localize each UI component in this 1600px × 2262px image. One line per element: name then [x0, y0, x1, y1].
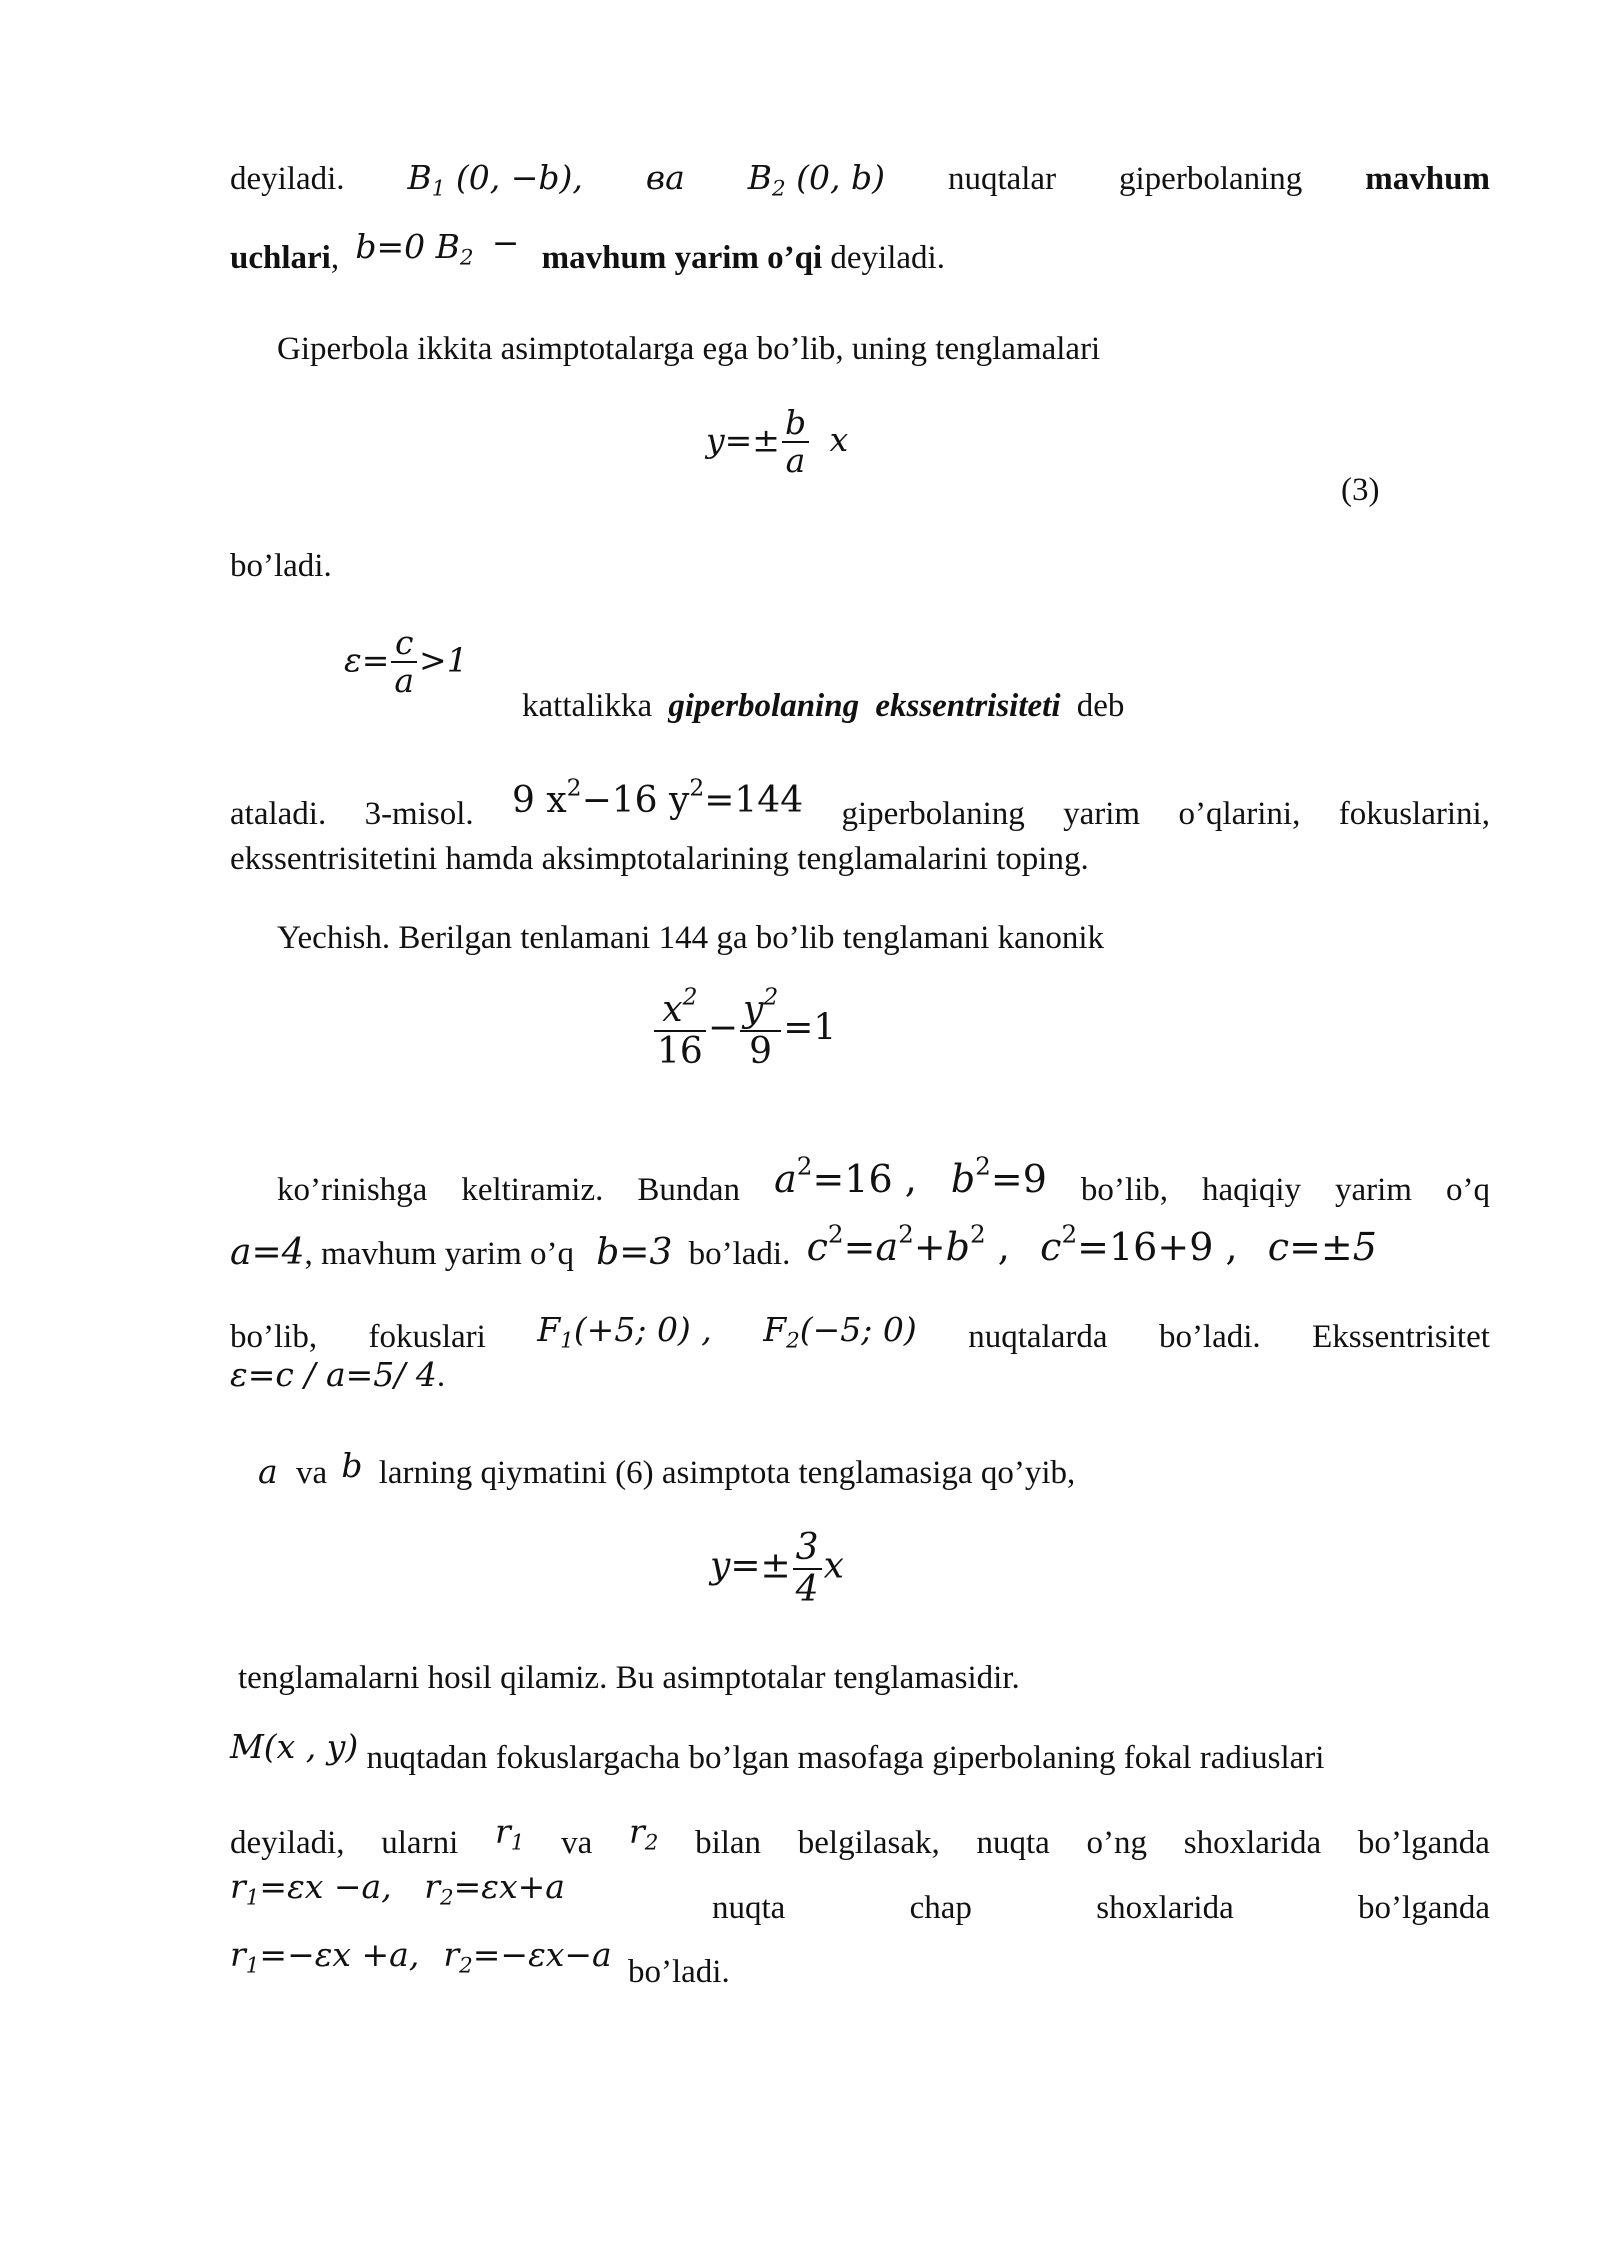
word: Bundan	[637, 1172, 741, 1208]
paragraph-line-9	[277, 1151, 1490, 1209]
fraction: $\frac{b}{a}$	[782, 405, 809, 480]
math-focus-f1: $F_1(+5$; 0) ,	[537, 1310, 712, 1354]
word: bo’lganda	[1358, 1890, 1490, 1926]
paragraph-line-5	[522, 690, 1124, 723]
paragraph-line-3: Giperbola ikkita asimptotalarga ega bo’lib, uning tenglamalari	[277, 331, 1101, 367]
math-r2: $r_2$	[628, 1812, 659, 1856]
word: bo’lib,	[230, 1319, 318, 1355]
word: deyiladi,	[230, 1825, 345, 1861]
word: bo’lib,	[1080, 1172, 1168, 1208]
fraction: $\frac{x^2}{16}$	[654, 990, 706, 1071]
paragraph-line-1	[230, 158, 1490, 202]
math-c-squared-formula: $c^2=a^2+b^2$ ,	[806, 1219, 1010, 1269]
math-point-b2: $B_2$ (0, b)	[747, 158, 885, 202]
text: bo’ladi.	[688, 1236, 791, 1272]
word: va	[295, 1455, 328, 1491]
comma: ,	[330, 240, 340, 276]
equation-asymptote-general: y=± $\frac{b}{a}$ x	[706, 403, 849, 481]
paragraph-line-10	[230, 1219, 1377, 1273]
word: giperbolaning	[1119, 161, 1303, 197]
paragraph-line-11	[230, 1310, 1490, 1356]
text: larning qiymatini (6) asimptota tenglamasiga qo’yib,	[378, 1455, 1076, 1491]
math-c-squared-value: $c^2=16+9$ ,	[1040, 1219, 1238, 1269]
word: o’qlarini,	[1178, 796, 1301, 832]
bold-word: uchlari	[230, 240, 331, 276]
word: deb	[1076, 688, 1125, 724]
math-b0b2: b=0 $B_2$	[355, 227, 474, 271]
bold-italic-term: giperbolaning	[668, 688, 860, 724]
paragraph-line-17	[712, 1890, 1490, 1927]
math-b-squared: $b^2=9$	[950, 1151, 1047, 1201]
word: shoxlarida	[1183, 1825, 1322, 1861]
equation-eccentricity: ε= $\frac{c}{a}$ >1	[344, 623, 468, 701]
paragraph-line-2	[230, 223, 945, 276]
math-b: b	[341, 1446, 363, 1485]
equation-canonical: $\frac{x^2}{16}$ − $\frac{y^2}{9}$ =1	[652, 990, 836, 1071]
word: yarim	[1335, 1172, 1412, 1208]
math-left-branch-radii: $r_1=-\varepsilon x +a$, $r_2=-\varepsilon x-a$	[230, 1935, 612, 1979]
text: nuqtadan fokuslargacha bo’lgan masofaga giperbolaning fokal radiuslari	[366, 1740, 1325, 1776]
word: keltiramiz.	[461, 1172, 604, 1208]
word: 3-misol.	[364, 796, 474, 832]
word: ko’rinishga	[277, 1172, 428, 1208]
fraction: $\frac{c}{a}$	[391, 625, 417, 700]
word: va	[561, 1825, 593, 1861]
fraction: $\frac{y^2}{9}$	[740, 990, 781, 1071]
bold-word: mavhum	[1365, 161, 1490, 197]
math-a: a	[258, 1452, 278, 1491]
word: o’ng	[1086, 1825, 1148, 1861]
math-hyperbola-equation: 9 $x^2-16$ $y^2=144$	[512, 773, 804, 821]
math-r1: $r_1$	[494, 1812, 525, 1856]
math-b-value: b=3	[596, 1232, 673, 1273]
period: .	[436, 1358, 446, 1394]
paragraph-line-16	[230, 1812, 1490, 1862]
bold-term: mavhum yarim o’qi	[541, 240, 823, 276]
equation-number: (3)	[1341, 472, 1380, 508]
word: chap	[909, 1890, 972, 1926]
word: ularni	[381, 1825, 459, 1861]
word-va: ва	[645, 158, 685, 197]
paragraph-line-15	[230, 1727, 1325, 1776]
word: bo’ladi.	[627, 1954, 730, 1990]
math-eccentricity-value: ε=c / a=5/ 4	[230, 1355, 437, 1394]
paragraph-line-4: bo’ladi.	[230, 548, 332, 584]
paragraph-line-8: Yechish. Berilgan tenlamani 144 ga bo’lib tenglamani kanonik	[277, 920, 1104, 956]
word: ataladi.	[230, 796, 327, 832]
math-point-b1: $B_1$ (0, −b),	[407, 158, 583, 202]
math-right-branch-radii: $r_1=\varepsilon x -a$, $r_2=\varepsilon x+a$	[230, 1867, 565, 1911]
dash: −	[491, 223, 520, 262]
word: belgilasak,	[797, 1825, 940, 1861]
word: bo’ladi.	[1158, 1319, 1261, 1355]
word: bilan	[695, 1825, 762, 1861]
paragraph-line-14: tenglamalarni hosil qilamiz. Bu asimptotalar tenglamasidir.	[238, 1660, 1020, 1696]
word: haqiqiy	[1202, 1172, 1301, 1208]
word: deyiladi.	[230, 161, 345, 197]
word: nuqtalarda	[968, 1319, 1108, 1355]
word: Ekssentrisitet	[1312, 1319, 1490, 1355]
paragraph-line-6	[230, 773, 1490, 833]
word: giperbolaning	[841, 796, 1025, 832]
paragraph-line-13	[258, 1446, 1076, 1491]
word: nuqta	[976, 1825, 1050, 1861]
paragraph-line-12	[230, 1355, 446, 1394]
word: shoxlarida	[1096, 1890, 1234, 1926]
math-point-m: M(x , y)	[230, 1727, 359, 1766]
word: fokuslari	[368, 1319, 486, 1355]
equation-asymptote-specific: y=± $\frac{3}{4}$ x	[710, 1527, 844, 1610]
fraction: $\frac{3}{4}$	[793, 1528, 822, 1609]
word: o’q	[1446, 1172, 1490, 1208]
word: deyiladi.	[830, 240, 945, 276]
paragraph-line-18	[230, 1935, 730, 1990]
word: fokuslarini,	[1338, 796, 1490, 832]
paragraph-line-7: ekssentrisitetini hamda aksimptotalarining tenglamalarini toping.	[230, 841, 1089, 877]
word: bo’lganda	[1357, 1825, 1490, 1861]
word: nuqtalar	[947, 161, 1057, 197]
math-c-value: c=±5	[1267, 1225, 1377, 1269]
word: kattalikka	[522, 688, 653, 724]
text: , mavhum yarim o’q	[304, 1236, 574, 1272]
word: yarim	[1063, 796, 1141, 832]
math-a-squared: $a^2=16$ ,	[774, 1151, 917, 1201]
math-focus-f2: $F_2(-5$; 0)	[763, 1310, 917, 1354]
word: nuqta	[712, 1890, 786, 1926]
math-a-value: a=4	[230, 1232, 305, 1273]
bold-italic-term: ekssentrisiteti	[875, 688, 1061, 724]
